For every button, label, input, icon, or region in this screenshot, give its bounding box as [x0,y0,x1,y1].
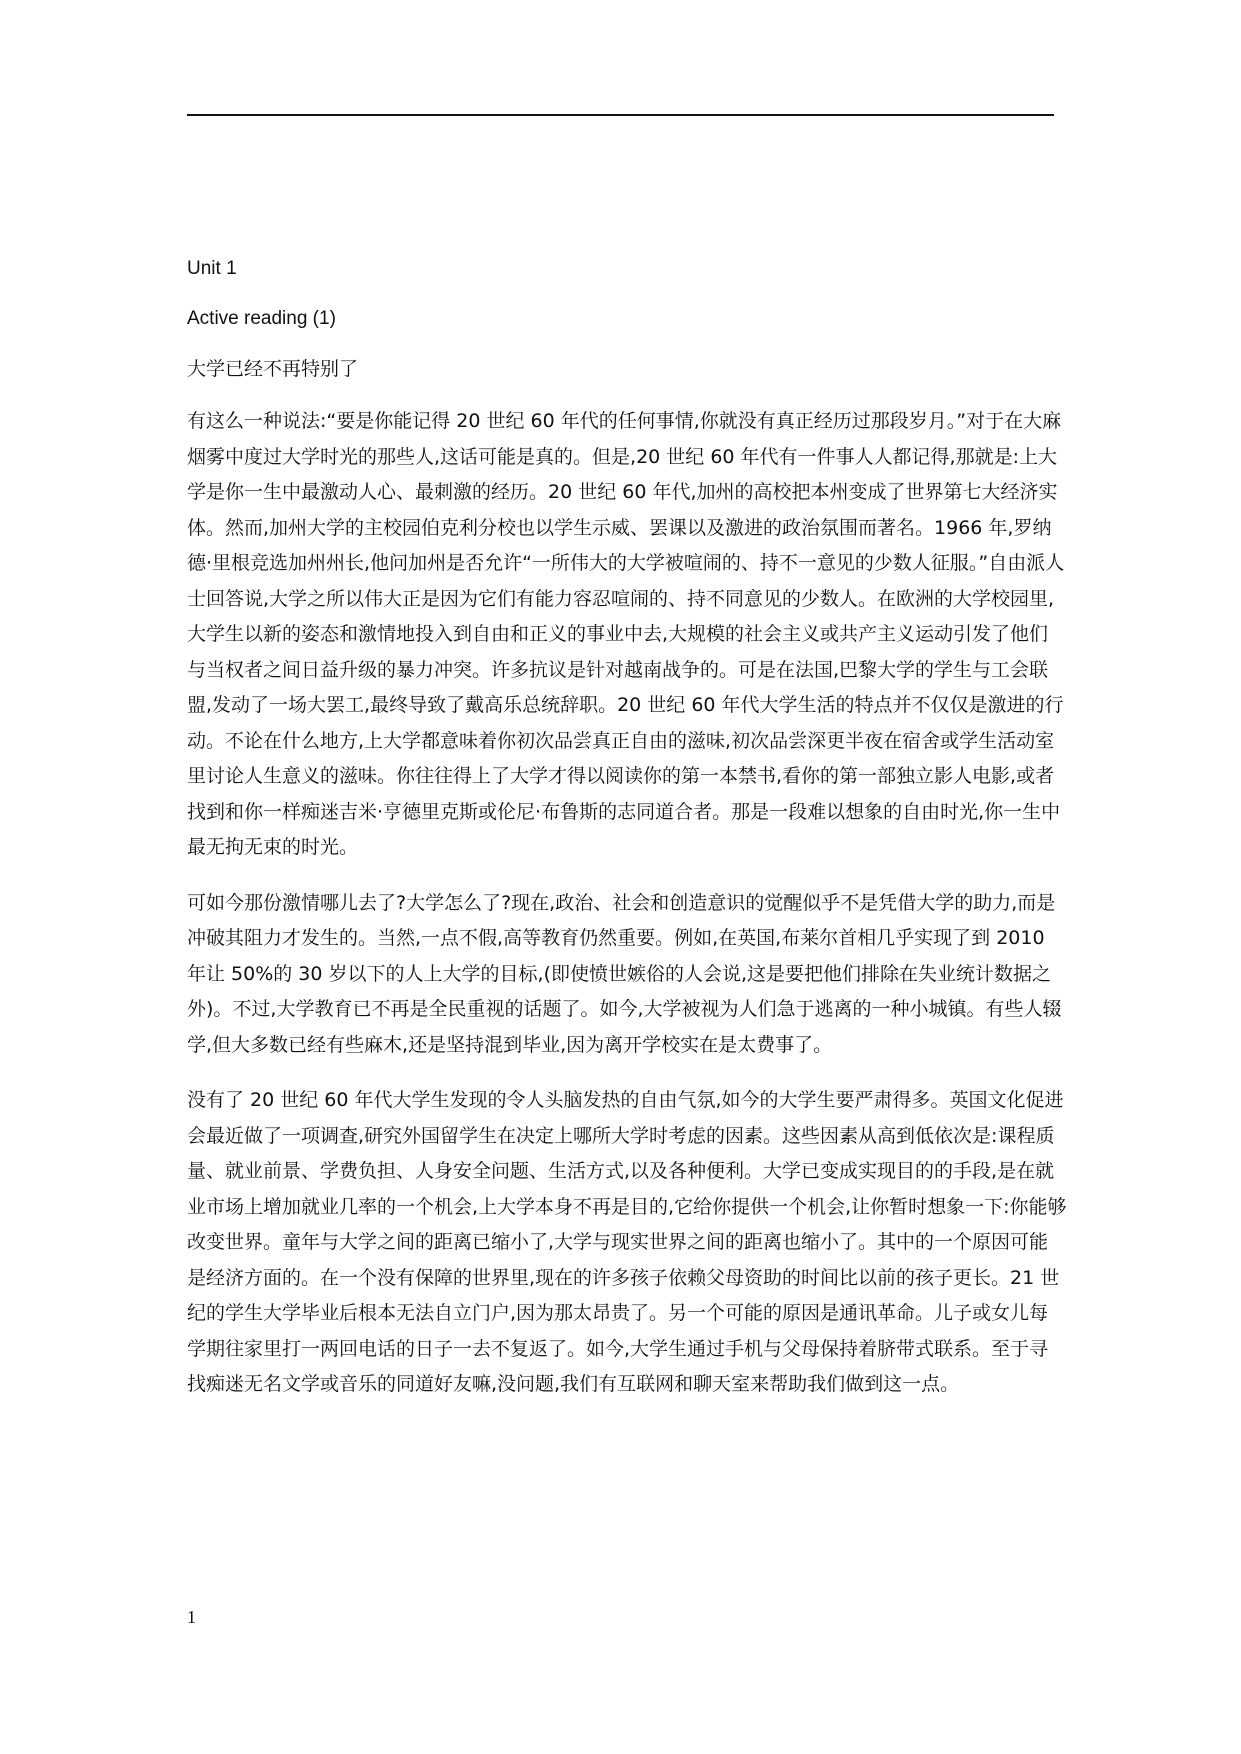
document-body [187,254,1067,1423]
section-label: Active reading (1) [187,308,336,329]
paragraph: 有这么一种说法:“要是你能记得 20 世纪 60 年代的任何事情,你就没有真正经历过那段岁月。”对于在大麻烟雾中度过大学时光的那些人,这话可能是真的。但是,20 世纪 60 年代有一件事人人都记得,那就是:上大学是你一生中最激动人心、最刺激的经历。20 世纪 60 年代,加州的高校把本州变成了世界第七大经济实体。然而,加州大学的主校园伯克利分校也以学生示威、罢课以及激进的政治氛围而著名。1966 年,罗纳德·里根竞选加州州长,他问加州是否允许“一所伟大的大学被喧闹的、持不一意见的少数人征服。”自由派人士回答说,大学之所以伟大正是因为它们有能力容忍喧闹的、持不同意见的少数人。在欧洲的大学校园里,大学生以新的姿态和激情地投入到自由和正义的事业中去,大规模的社会主义或共产主义运动引发了他们与当权者之间日益升级的暴力冲突。许多抗议是针对越南战争的。可是在法国,巴黎大学的学生与工会联盟,发动了一场大罢工,最终导致了戴高乐总统辞职。20 世纪 60 年代大学生活的特点并不仅仅是激进的行动。不论在什么地方,上大学都意味着你初次品尝真正自由的滋味,初次品尝深更半夜在宿舍或学生活动室里讨论人生意义的滋味。你往往得上了大学才得以阅读你的第一本禁书,看你的第一部独立影人电影,或者找到和你一样痴迷吉米·亨德里克斯或伦尼·布鲁斯的志同道合者。那是一段难以想象的自由时光,你一生中最无拘无束的时光。 [187,410,1065,858]
paragraph: 可如今那份激情哪儿去了?大学怎么了?现在,政治、社会和创造意识的觉醒似乎不是凭借大学的助力,而是冲破其阻力才发生的。当然,一点不假,高等教育仍然重要。例如,在英国,布莱尔首相几乎实现了到 2010 年让 50%的 30 岁以下的人上大学的目标,(即使愤世嫉俗的人会说,这是要把他们排除在失业统计数据之外)。不过,大学教育已不再是全民重视的话题了。如今,大学被视为人们急于逃离的一种小城镇。有些人辍学,但大多数已经有些麻木,还是坚持混到毕业,因为离开学校实在是太费事了。 [187,891,1062,1056]
paragraph: 没有了 20 世纪 60 年代大学生发现的令人头脑发热的自由气氛,如今的大学生要严肃得多。英国文化促进会最近做了一项调查,研究外国留学生在决定上哪所大学时考虑的因素。这些因素从高到低依次是:课程质量、就业前景、学费负担、人身安全问题、生活方式,以及各种便利。大学已变成实现目的的手段,是在就业市场上增加就业几率的一个机会,上大学本身不再是目的,它给你提供一个机会,让你暂时想象一下:你能够改变世界。童年与大学之间的距离已缩小了,大学与现实世界之间的距离也缩小了。其中的一个原因可能是经济方面的。在一个没有保障的世界里,现在的许多孩子依赖父母资助的时间比以前的孩子更长。21 世纪的学生大学毕业后根本无法自立门户,因为那太昂贵了。另一个可能的原因是通讯革命。儿子或女儿每学期往家里打一两回电话的日子一去不复返了。如今,大学生通过手机与父母保持着脐带式联系。至于寻找痴迷无名文学或音乐的同道好友嘛,没问题,我们有互联网和聊天室来帮助我们做到这一点。 [187,1089,1067,1395]
unit-label: Unit 1 [187,258,237,279]
article-title: 大学已经不再特别了 [187,358,359,380]
page-number: 1 [187,1607,196,1627]
header-rule [187,114,1054,116]
